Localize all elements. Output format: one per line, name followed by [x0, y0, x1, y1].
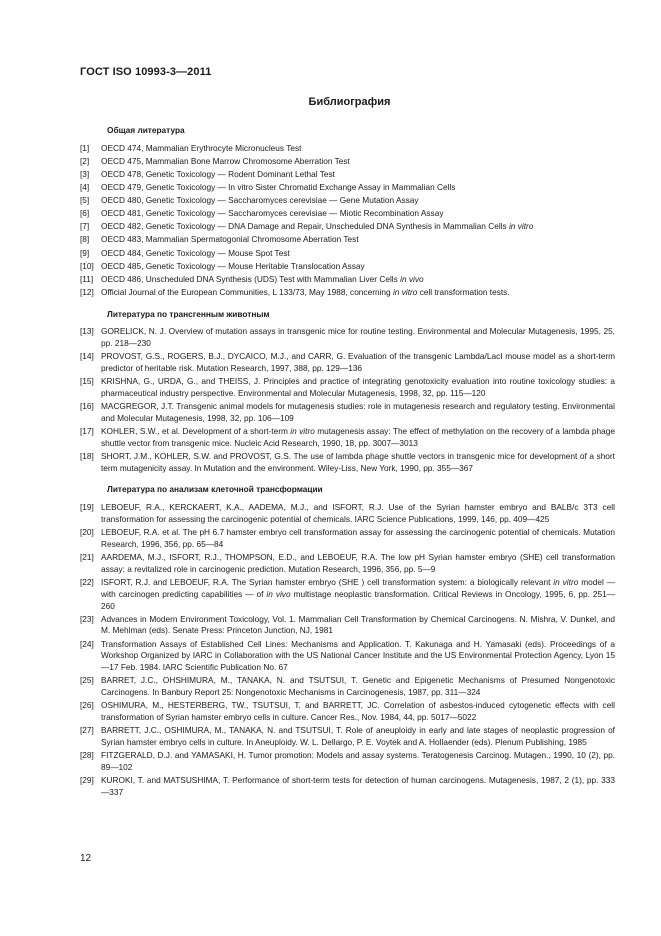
reference-text-part: OECD 483, Mammalian Spermatogonial Chromosome Aberration Test	[101, 234, 359, 245]
reference-number: [7]	[80, 221, 90, 232]
reference-italic-term: in vitro	[508, 221, 534, 232]
reference-number: [28]	[80, 749, 94, 760]
reference-text	[101, 614, 615, 638]
reference-text	[101, 775, 615, 799]
reference-text-part: BARRETT, J.C., OSHIMURA, M., TANAKA, N. and TSUTSUI, T. Role of aneuploidy in early and late stages of neoplastic progression of Syrian hamster embryo cells in culture. In Aneuploidy. W. L. Dellargo, P. E. Voytek and A. Hollaender (eds). Plenum Publishing, 1985	[101, 724, 615, 747]
reference-text-part: LEBOEUF, R.A., KERCKAERT, K.A., AADEMA, M.J., and ISFORT, R.J. Use of the Syrian hamster embryo and BALB/c 3T3 cell transformation for assessing the carcinogenic potential of chemicals. IARC Science Publications, 1999, 146, pp. 409—425	[101, 502, 615, 525]
reference-item	[80, 351, 615, 375]
reference-item	[80, 527, 615, 551]
reference-number: [11]	[80, 273, 94, 284]
reference-item	[80, 725, 615, 749]
reference-text	[101, 700, 615, 724]
reference-text-part: OECD 474, Mammalian Erythrocyte Micronucleus Test	[101, 142, 302, 153]
reference-number: [9]	[80, 247, 90, 258]
reference-italic-term: in vivo	[400, 273, 424, 284]
reference-text-part: SHORT, J.M., KOHLER, S.W. and PROVOST, G.S. The use of lambda phage shuttle vectors in transgenic mice for development of a short term mutagenicity assay. In Mutation and the environment. Wiley-Liss, New York, 1990, pp. 355—367	[101, 450, 615, 473]
reference-text	[101, 552, 615, 576]
reference-item	[80, 287, 615, 299]
reference-text-part: OECD 479, Genetic Toxicology — In vitro Sister Chromatid Exchange Assay in Mammalian Cells	[101, 182, 456, 193]
reference-text	[101, 351, 615, 375]
reference-number: [18]	[80, 450, 94, 461]
reference-text-part: cell transformation tests.	[417, 286, 510, 297]
reference-text	[101, 274, 615, 286]
reference-item	[80, 552, 615, 576]
reference-italic-term: in vivo	[266, 588, 291, 599]
reference-item	[80, 234, 615, 246]
reference-item	[80, 401, 615, 425]
reference-text	[101, 156, 615, 168]
reference-text	[101, 261, 615, 273]
page-number: 12	[80, 853, 92, 864]
reference-text-part: OECD 482, Genetic Toxicology — DNA Damage and Repair, Unscheduled DNA Synthesis in Mammalian Cells	[101, 221, 509, 232]
reference-number: [26]	[80, 700, 94, 711]
section-title: Литература по анализам клеточной трансформации	[107, 484, 323, 495]
reference-number: [16]	[80, 401, 94, 412]
reference-text-part: multistage neoplastic transformation. Critical Reviews in Oncology, 1995, 6, pp. 251—260	[101, 588, 615, 611]
reference-text-part: Transformation Assays of Established Cell Lines: Mechanisms and Application. T. Kakunaga and H. Yamasaki (eds). Proceedings of a Workshop Organized by IARC in Collaboration with the US National Cancer Institute and the US Environmental Protection Agency, Lyon 15—17 Feb. 1984. IARC Scientific Publication No. 67	[101, 638, 615, 673]
reference-item	[80, 700, 615, 724]
reference-text	[101, 527, 615, 551]
reference-number: [2]	[80, 155, 90, 166]
reference-number: [27]	[80, 724, 94, 735]
reference-text-part: LEBOEUF, R.A. et al. The pH 6.7 hamster embryo cell transformation assay for assessing the carcinogenic potential of chemicals. Mutation Research, 1996, 356, pp. 65—84	[101, 527, 615, 549]
reference-item	[80, 208, 615, 220]
reference-italic-term: in vitro	[290, 425, 315, 436]
reference-text	[101, 169, 615, 181]
reference-text	[101, 725, 615, 749]
reference-item	[80, 221, 615, 233]
reference-text-part: OECD 484, Genetic Toxicology — Mouse Spot Test	[101, 247, 290, 258]
reference-text	[101, 750, 615, 774]
reference-text-part: Official Journal of the European Communities, L 133/73, May 1988, concerning	[101, 286, 393, 297]
reference-number: [21]	[80, 552, 94, 563]
reference-text-part: BARRET, J.C., OHSHIMURA, M., TANAKA, N. and TSUTSUI, T. Genetic and Epigenetic Mechanisms of Presumed Nongenotoxic Carcinogens. In Banbury Report 25: Nongenotoxic Mechanisms in Carcinogenesis, 1987, pp. 311—324	[101, 675, 615, 697]
reference-text	[101, 426, 615, 450]
bibliography-title: Библиография	[308, 96, 391, 108]
reference-text	[101, 143, 615, 155]
reference-item	[80, 248, 615, 260]
document-code-header: ГОСТ ISO 10993-3—2011	[80, 66, 212, 78]
reference-item	[80, 639, 615, 674]
reference-text-part: GORELICK, N. J. Overview of mutation assays in transgenic mice for routine testing. Environmental and Molecular Mutagenesis, 1995, 25, pp. 218—230	[101, 326, 615, 349]
reference-text	[101, 195, 615, 207]
reference-item	[80, 326, 615, 350]
reference-number: [8]	[80, 234, 90, 245]
reference-text-part: MACGREGOR, J.T. Transgenic animal models for mutagenesis studies: role in mutagenesis research and regulatory testing. Environmental and Molecular Mutagenesis, 1998, 32, pp. 106—109	[101, 401, 615, 423]
reference-item	[80, 143, 615, 155]
reference-text-part: OECD 475, Mammalian Bone Marrow Chromosome Aberration Test	[101, 155, 350, 166]
reference-text	[101, 376, 615, 400]
reference-list	[80, 326, 615, 474]
reference-number: [17]	[80, 425, 94, 436]
reference-number: [1]	[80, 142, 90, 153]
bibliography-section	[80, 484, 615, 798]
reference-text	[101, 639, 615, 674]
reference-text-part: OECD 481, Genetic Toxicology — Saccharomyces cerevisiae — Miotic Recombination Assay	[101, 208, 444, 219]
section-title: Литература по трансгенным животным	[107, 308, 270, 319]
reference-text-part: OECD 486, Unscheduled DNA Synthesis (UDS) Test with Mammalian Liver Cells	[101, 273, 401, 284]
reference-text-part: mutagenesis assay: The effect of methylation on the recovery of a lambda phage shuttle vector from transgenic mice. Nucleic Acid Research, 1990, 18, pp. 3007—3013	[101, 425, 615, 448]
reference-text	[101, 287, 615, 299]
reference-text	[101, 451, 615, 475]
reference-number: [3]	[80, 168, 90, 179]
reference-text-part: Advances in Modern Environment Toxicology, Vol. 1. Mammalian Cell Transformation by Chemical Carcinogens. N. Mishra, V. Dunkel, and M. Mehlman (eds). Senate Press: Princeton Junction, NJ, 1981	[101, 613, 615, 636]
reference-item	[80, 274, 615, 286]
reference-text	[101, 221, 615, 233]
reference-item	[80, 775, 615, 799]
reference-text	[101, 208, 615, 220]
reference-text-part: KRISHNA, G., URDA, G., and THEISS, J. Principles and practice of integrating genotoxicity evaluation into routine toxicology studies: a pharmaceutical industry perspective. Environmental and Molecular Mutagenesis, 1998, 32, pp. 115—120	[101, 376, 615, 398]
reference-item	[80, 156, 615, 168]
reference-text-part: OECD 485, Genetic Toxicology — Mouse Heritable Translocation Assay	[101, 260, 365, 271]
reference-item	[80, 577, 615, 612]
reference-number: [15]	[80, 376, 94, 387]
reference-number: [5]	[80, 195, 90, 206]
reference-number: [29]	[80, 774, 94, 785]
reference-text	[101, 502, 615, 526]
reference-text	[101, 182, 615, 194]
reference-item	[80, 750, 615, 774]
reference-text-part: FITZGERALD, D.J. and YAMASAKI, H. Tumor promotion: Models and assay systems. Teratogenesis Carcinog. Mutagen., 1990, 10 (2), pp. 89—102	[101, 749, 615, 772]
reference-number: [12]	[80, 286, 94, 297]
reference-text-part: KUROKI, T. and MATSUSHIMA, T. Performance of short-term tests for detection of human carcinogens. Mutagenesis, 1987, 2 (1), pp. 333—337	[101, 774, 615, 797]
reference-text-part: ISFORT, R.J. and LEBOEUF, R.A. The Syrian hamster embryo (SHE ) cell transformation system: a biologically relevant	[101, 576, 554, 587]
reference-number: [20]	[80, 527, 94, 538]
reference-text-part: OSHIMURA, M., HESTERBERG, TW., TSUTSUI, T. and BARRETT, JC. Correlation of asbestos-induced cytogenetic effects with cell transformation of Syrian hamster embryo cells in culture. Cancer Res., Nov. 1984, 44, pp. 5017—5022	[101, 700, 615, 722]
reference-italic-term: in vitro	[392, 286, 418, 297]
bibliography-section	[80, 125, 615, 299]
bibliography-content	[80, 125, 615, 800]
reference-number: [23]	[80, 613, 94, 624]
reference-number: [10]	[80, 260, 94, 271]
reference-text	[101, 326, 615, 350]
reference-number: [22]	[80, 576, 94, 587]
reference-item	[80, 261, 615, 273]
reference-list	[80, 143, 615, 299]
reference-italic-term: in vitro	[553, 576, 579, 587]
reference-item	[80, 614, 615, 638]
reference-item	[80, 195, 615, 207]
section-title: Общая литература	[107, 125, 185, 135]
reference-text	[101, 577, 615, 612]
reference-number: [13]	[80, 326, 94, 337]
reference-item	[80, 376, 615, 400]
reference-list	[80, 502, 615, 798]
bibliography-section	[80, 309, 615, 475]
reference-text	[101, 248, 615, 260]
reference-text	[101, 675, 615, 699]
reference-item	[80, 169, 615, 181]
reference-text-part: PROVOST, G.S., ROGERS, B.J., DYCAICO, M.J., and CARR, G. Evaluation of the transgenic Lambda/LacI mouse model as a short-term predictor of heritable risk. Mutation Research, 1997, 388, pp. 129—136	[101, 351, 615, 374]
reference-number: [19]	[80, 502, 94, 513]
reference-text-part: AARDEMA, M.J., ISFORT, R.J., THOMPSON, E.D., and LEBOEUF, R.A. The low pH Syrian hamster embryo (SHE) cell transformation assay: a revitalized role in carcinogenic prediction. Mutation Research, 1996, 356, pp. 5—9	[101, 552, 615, 574]
reference-item	[80, 502, 615, 526]
reference-number: [6]	[80, 208, 90, 219]
reference-text-part: OECD 480, Genetic Toxicology — Saccharomyces cerevisiae — Gene Mutation Assay	[101, 195, 419, 206]
reference-item	[80, 451, 615, 475]
reference-text-part: OECD 478, Genetic Toxicology — Rodent Dominant Lethal Test	[101, 168, 335, 179]
reference-text	[101, 234, 615, 246]
reference-number: [24]	[80, 638, 94, 649]
reference-number: [14]	[80, 351, 94, 362]
reference-text-part: KOHLER, S.W., et al. Development of a short-term	[101, 425, 291, 436]
reference-text	[101, 401, 615, 425]
reference-item	[80, 675, 615, 699]
reference-item	[80, 182, 615, 194]
reference-number: [25]	[80, 675, 94, 686]
reference-item	[80, 426, 615, 450]
reference-number: [4]	[80, 182, 90, 193]
reference-text-part: model — with carcinogen predicting capabilities — of	[101, 576, 616, 599]
